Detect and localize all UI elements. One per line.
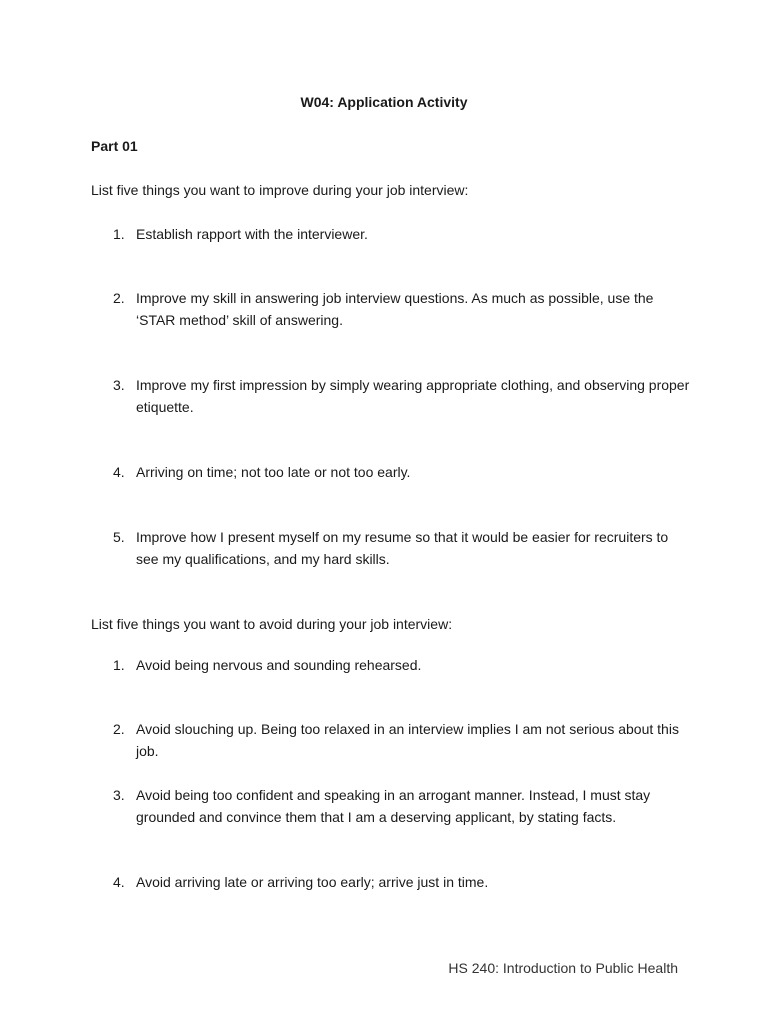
list-text: Avoid being nervous and sounding rehearsed. (136, 657, 422, 673)
list-number: 5. (113, 529, 125, 545)
list-text: Avoid slouching up. Being too relaxed in an interview implies I am not serious about this job. (136, 721, 679, 759)
list-text: Establish rapport with the interviewer. (136, 226, 368, 242)
list-text: Improve my skill in answering job interview questions. As much as possible, use the ‘STAR method’ skill of answering. (136, 290, 654, 328)
list-text: Avoid arriving late or arriving too early; arrive just in time. (136, 874, 489, 890)
avoid-list-item (91, 718, 691, 762)
list-text: Avoid being too confident and speaking in an arrogant manner. Instead, I must stay grounded and convince them that I am a deserving applicant, by stating facts. (136, 787, 651, 825)
page-title: W04: Application Activity (300, 94, 468, 110)
list-number: 2. (113, 290, 125, 306)
part-heading: Part 01 (91, 138, 138, 154)
list-number: 1. (113, 657, 125, 673)
avoid-prompt: List five things you want to avoid during your job interview: (91, 616, 453, 632)
list-text: Improve how I present myself on my resume so that it would be easier for recruiters to see my qualifications, and my hard skills. (136, 529, 669, 567)
improve-list-item (91, 526, 691, 570)
list-text: Improve my first impression by simply wearing appropriate clothing, and observing proper etiquette. (136, 377, 690, 415)
list-number: 4. (113, 874, 125, 890)
improve-list-item (91, 223, 691, 245)
list-text: Arriving on time; not too late or not too early. (136, 464, 411, 480)
improve-prompt: List five things you want to improve during your job interview: (91, 182, 469, 198)
list-number: 1. (113, 226, 125, 242)
avoid-list-item (91, 784, 691, 828)
list-number: 3. (113, 787, 125, 803)
improve-list-item (91, 287, 691, 331)
list-number: 2. (113, 721, 125, 737)
list-number: 3. (113, 377, 125, 393)
avoid-list-item (91, 871, 691, 893)
list-number: 4. (113, 464, 125, 480)
page-footer: HS 240: Introduction to Public Health (448, 960, 678, 976)
improve-list-item (91, 461, 691, 483)
improve-list-item (91, 374, 691, 418)
avoid-list-item (91, 654, 691, 676)
